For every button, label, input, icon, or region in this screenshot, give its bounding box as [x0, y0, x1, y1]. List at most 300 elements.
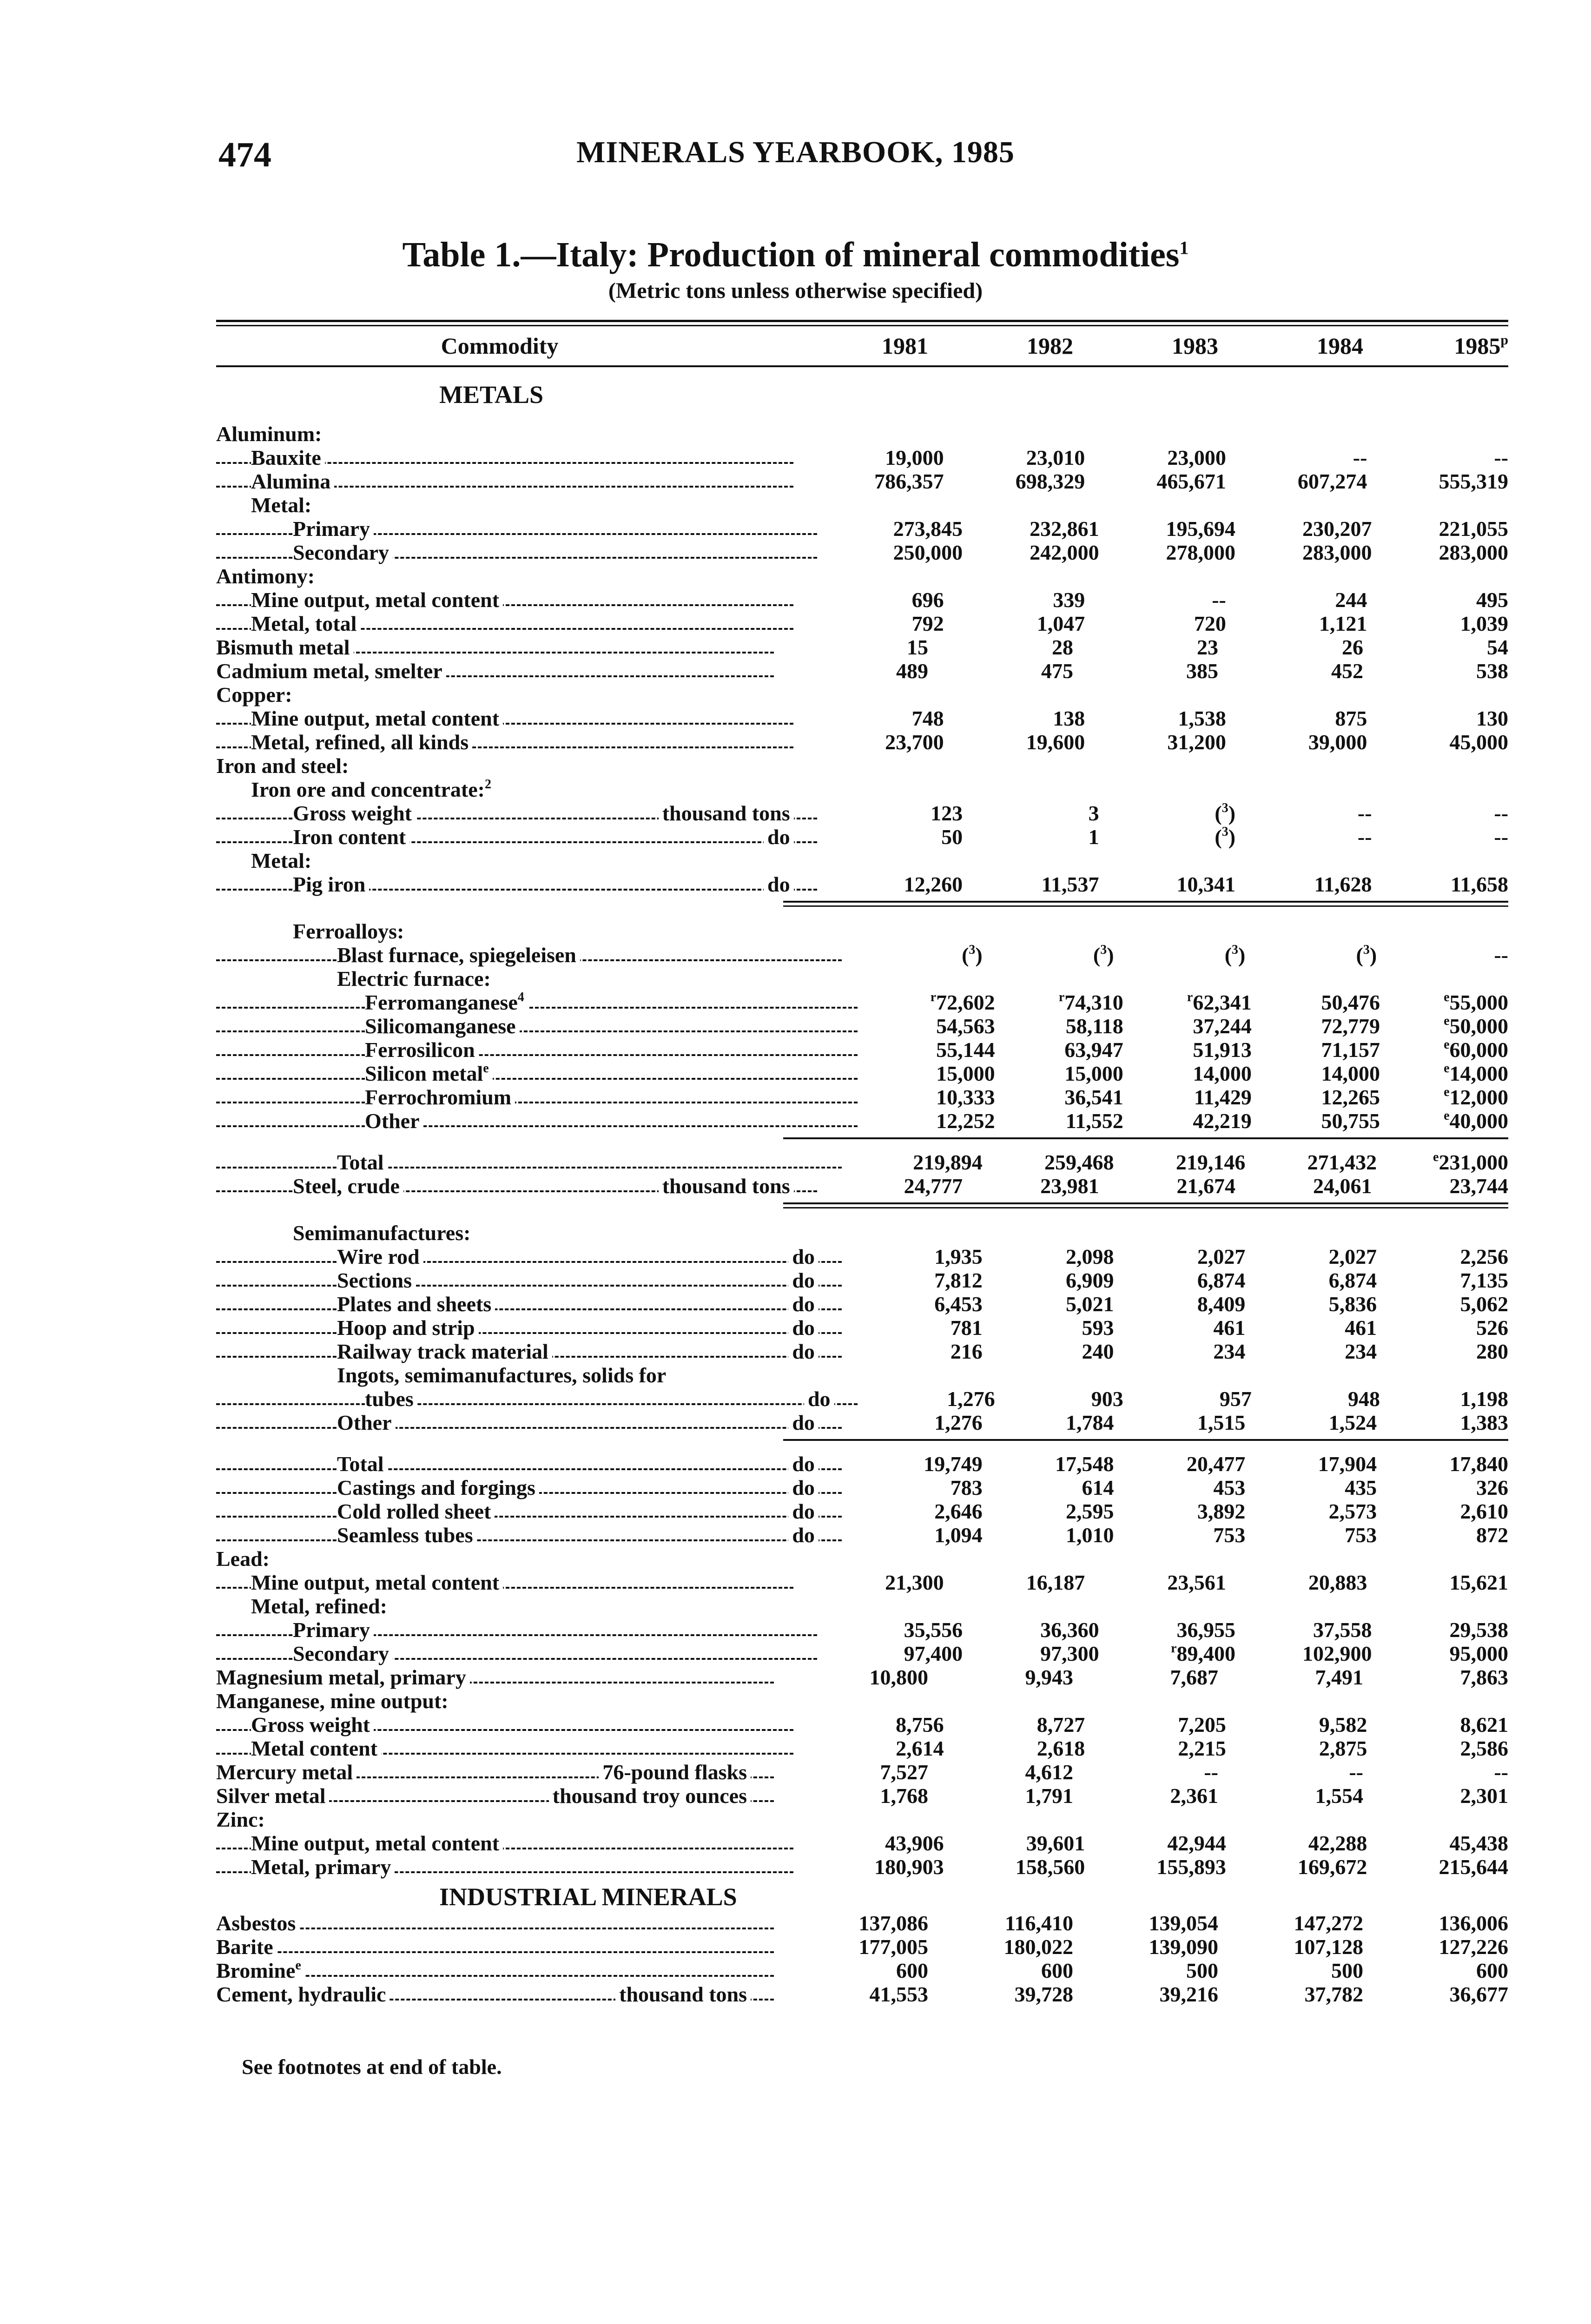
row-label-value: Steel, crude [293, 1174, 400, 1198]
cell-value [1099, 825, 1235, 849]
row-label-value: Ferrosilicon [365, 1038, 475, 1062]
row-label-text [337, 1411, 396, 1434]
row-label-text [216, 422, 325, 446]
row-label-text [293, 825, 409, 849]
row-label-text [365, 1109, 423, 1133]
row-label-text [293, 1642, 393, 1665]
cell-value: 7,812 [934, 1268, 983, 1292]
cell-value: 489 [896, 659, 928, 683]
row-label-text [293, 919, 408, 943]
row-label [216, 517, 826, 541]
cell-value: 2,215 [1178, 1736, 1226, 1760]
row-label-value: Iron content [293, 825, 406, 849]
table-row [216, 1363, 1508, 1387]
cell-value: 24,061 [1313, 1174, 1372, 1198]
cell-value: 232,861 [1030, 517, 1099, 541]
commodity-header: Commodity [441, 333, 559, 359]
row-label-text [293, 1618, 374, 1642]
row-label-value: Barite [216, 1935, 273, 1959]
year-header-1981: 1981 [882, 333, 928, 359]
row-label-value: Sections [337, 1268, 412, 1292]
cell-value: 136,006 [1439, 1911, 1508, 1935]
cell-value: 28 [1052, 635, 1073, 659]
cell-value: 36,955 [1176, 1618, 1236, 1642]
row-label-note: e [483, 1062, 489, 1076]
table-row [216, 1014, 1508, 1038]
table-row [216, 919, 1508, 943]
row-label [216, 659, 783, 683]
table-row [216, 1642, 1508, 1665]
cell-value: 1,515 [1197, 1411, 1246, 1434]
cell-value: 16,187 [1026, 1571, 1085, 1594]
cell-value: 137,086 [858, 1911, 928, 1935]
table-row [216, 1808, 1508, 1831]
row-label-text [365, 990, 528, 1014]
table-row [216, 1316, 1508, 1340]
table-row [216, 612, 1508, 635]
cell-value: -- [1212, 588, 1226, 612]
cell-value: 1,094 [934, 1523, 983, 1547]
cell-value [1380, 1062, 1508, 1085]
cell-value [1123, 990, 1252, 1014]
row-label-value: Silver metal [216, 1784, 326, 1808]
row-label-value: Zinc: [216, 1808, 265, 1831]
cell-value: 19,000 [885, 446, 944, 469]
cell-value: 500 [1186, 1959, 1218, 1982]
year-header-1982: 1982 [1027, 333, 1073, 359]
row-label [216, 1085, 867, 1109]
cell-value: 2,573 [1328, 1499, 1377, 1523]
cell-flag: e [1433, 1150, 1439, 1164]
cell-value: 219,894 [913, 1150, 983, 1174]
row-label-value: Iron and steel: [216, 754, 349, 778]
cell-value: -- [1357, 801, 1372, 825]
section-industrial-minerals [216, 1879, 1508, 1911]
row-label-value: Mine output, metal content [251, 588, 500, 612]
year-header-1983: 1983 [1172, 333, 1218, 359]
table-row [216, 1571, 1508, 1594]
cell-flag: e [1444, 1109, 1450, 1123]
cell-value: -- [1353, 446, 1367, 469]
table-row [216, 1062, 1508, 1085]
row-label [216, 1316, 851, 1340]
row-unit: do [788, 1476, 819, 1499]
table-header-row [216, 326, 1508, 365]
cell-value: 1,383 [1460, 1411, 1508, 1434]
row-label [216, 1268, 851, 1292]
cell-value: 138 [1053, 706, 1085, 730]
row-label-value: Aluminum: [216, 422, 322, 446]
row-label [216, 1855, 803, 1879]
cell-value: 2,586 [1460, 1736, 1508, 1760]
year-header-1985 [1363, 332, 1508, 359]
cell-value: 71,157 [1321, 1038, 1380, 1062]
page-header [0, 135, 1591, 186]
cell-number: 40,000 [1449, 1109, 1509, 1133]
row-label-text [337, 1150, 388, 1174]
section-metals [216, 367, 1508, 409]
row-label-text [293, 801, 416, 825]
cell-value: 1,276 [947, 1387, 995, 1411]
table-row [216, 588, 1508, 612]
cell-value: 95,000 [1449, 1642, 1509, 1665]
row-label [216, 1982, 783, 2006]
table-row [216, 541, 1508, 564]
row-label-text [337, 1476, 539, 1499]
row-label [216, 730, 803, 754]
row-label-text [337, 1292, 495, 1316]
row-unit: thousand tons [659, 1174, 794, 1198]
cell-value: 2,610 [1460, 1499, 1508, 1523]
table-row [216, 1760, 1508, 1784]
row-label-value: Mercury metal [216, 1760, 353, 1784]
row-label [216, 1150, 851, 1174]
row-label-text [216, 1689, 452, 1713]
row-label-text [251, 849, 315, 872]
table-row [216, 683, 1508, 706]
row-label-value: Secondary [293, 541, 389, 564]
cell-value: 177,005 [858, 1935, 928, 1959]
table-row [216, 778, 1508, 801]
row-label [216, 1571, 803, 1594]
row-unit: do [788, 1340, 819, 1363]
cell-value: -- [1494, 943, 1508, 967]
row-label-text [251, 469, 334, 493]
cell-value: 23,561 [1167, 1571, 1226, 1594]
cell-value: -- [1204, 1760, 1218, 1784]
cell-flag: e [1444, 990, 1450, 1004]
table-row [216, 1109, 1508, 1133]
cell-value: 45,000 [1449, 730, 1508, 754]
row-label [216, 1911, 783, 1935]
cell-value: 2,646 [934, 1499, 983, 1523]
cell-value: 753 [1213, 1523, 1246, 1547]
row-label-text [365, 1062, 493, 1085]
cell-value: 139,090 [1149, 1935, 1218, 1959]
cell-value: 195,694 [1166, 517, 1236, 541]
row-label-value: Total [337, 1150, 384, 1174]
row-label-text [251, 1736, 381, 1760]
cell-value: 36,360 [1040, 1618, 1099, 1642]
cell-value: 1,768 [880, 1784, 928, 1808]
row-label-note: e [295, 1959, 301, 1973]
cell-value: 97,300 [1040, 1642, 1099, 1665]
row-label-text [216, 1959, 305, 1982]
cell-value: 2,614 [896, 1736, 944, 1760]
table-row [216, 1736, 1508, 1760]
row-gap [216, 1137, 1508, 1150]
cell-value: 872 [1476, 1523, 1508, 1547]
row-unit: do [764, 825, 794, 849]
row-label-value: Manganese, mine output: [216, 1689, 449, 1713]
row-label [216, 1760, 783, 1784]
row-label-value: Blast furnace, spiegeleisen [337, 943, 576, 967]
cell-value: 10,800 [869, 1665, 928, 1689]
table-row [216, 1618, 1508, 1642]
cell-value: 41,553 [869, 1982, 928, 2006]
row-label-value: Gross weight [293, 801, 412, 825]
row-label-text [216, 1935, 277, 1959]
table-row [216, 825, 1508, 849]
row-unit: do [764, 872, 794, 896]
row-label [216, 1665, 783, 1689]
cell-value: 600 [1476, 1959, 1508, 1982]
cell-value: 1,039 [1460, 612, 1508, 635]
table-row [216, 730, 1508, 754]
row-label [216, 564, 783, 588]
cell-value: 283,000 [1439, 541, 1509, 564]
row-label-value: Mine output, metal content [251, 1831, 500, 1855]
cell-value: 9,943 [1025, 1665, 1073, 1689]
row-label-text [216, 1665, 470, 1689]
cell-value: 1,198 [1460, 1387, 1509, 1411]
table-row [216, 635, 1508, 659]
cell-value: 4,612 [1025, 1760, 1073, 1784]
row-label-text [337, 1523, 477, 1547]
cell-value [995, 990, 1123, 1014]
row-label [216, 801, 826, 825]
row-label-text [216, 1784, 329, 1808]
cell-value: 37,244 [1193, 1014, 1252, 1038]
cell-number: 60,000 [1449, 1038, 1509, 1062]
cell-value: 9,582 [1319, 1713, 1367, 1736]
row-label-note: 2 [484, 778, 491, 792]
cell-value: 36,677 [1449, 1982, 1508, 2006]
table-row [216, 754, 1508, 778]
row-label [216, 469, 803, 493]
cell-value: 50,755 [1321, 1109, 1380, 1133]
cell-value: -- [1494, 801, 1509, 825]
cell-number: 72,602 [936, 990, 995, 1014]
row-unit: do [788, 1316, 819, 1340]
table-title-text: Table 1.—Italy: Production of mineral commodities [402, 235, 1180, 274]
cell-value: 8,621 [1460, 1713, 1508, 1736]
cell-value: 102,900 [1302, 1642, 1372, 1665]
row-label-text [293, 517, 374, 541]
row-label-text [216, 1808, 269, 1831]
cell-value: 948 [1347, 1387, 1380, 1411]
cell-value: 20,883 [1308, 1571, 1367, 1594]
row-label [216, 1411, 851, 1434]
row-label-text [216, 1911, 299, 1935]
table-row [216, 659, 1508, 683]
row-label-text [251, 1571, 503, 1594]
cell-number: 55,000 [1449, 990, 1509, 1014]
cell-value: 3 [1088, 801, 1099, 825]
running-head: MINERALS YEARBOOK, 1985 [576, 135, 1015, 169]
cell-value: 465,671 [1156, 469, 1226, 493]
cell-footnote-ref: ($^3$) [962, 943, 983, 967]
cell-value: 11,537 [1041, 872, 1099, 896]
cell-value: 3,892 [1197, 1499, 1246, 1523]
cell-number: 12,000 [1449, 1085, 1509, 1109]
cell-value: 875 [1335, 706, 1367, 730]
cell-value: 280 [1476, 1340, 1508, 1363]
cell-value: 221,055 [1439, 517, 1509, 541]
section-industrial-label: INDUSTRIAL MINERALS [439, 1883, 737, 1911]
row-label-text [337, 1245, 423, 1268]
cell-value: 51,913 [1193, 1038, 1252, 1062]
cell-value: 11,628 [1314, 872, 1372, 896]
cell-value: 23,000 [1167, 446, 1226, 469]
row-label [216, 1935, 783, 1959]
table-row [216, 1523, 1508, 1547]
cell-value [1380, 1109, 1508, 1133]
row-label [216, 825, 826, 849]
row-label-text [251, 446, 325, 469]
cell-value: 461 [1213, 1316, 1246, 1340]
row-label [216, 849, 803, 872]
cell-value: 242,000 [1030, 541, 1099, 564]
cell-number: 231,000 [1439, 1150, 1508, 1174]
cell-value: 31,200 [1167, 730, 1226, 754]
cell-value: 15,000 [1064, 1062, 1123, 1085]
cell-value: 698,329 [1015, 469, 1085, 493]
cell-value: 2,027 [1328, 1245, 1377, 1268]
cell-value [1245, 943, 1377, 967]
rule-line [783, 901, 1508, 907]
year-header-1984: 1984 [1317, 333, 1363, 359]
cell-value: 339 [1053, 588, 1085, 612]
row-label-value: Secondary [293, 1642, 389, 1665]
row-label-text [293, 1174, 403, 1198]
row-label-note: 4 [517, 990, 524, 1004]
cell-number: 74,310 [1064, 990, 1123, 1014]
cell-flag: r [1171, 1641, 1177, 1656]
cell-value: 2,875 [1319, 1736, 1367, 1760]
row-unit: do [788, 1268, 819, 1292]
cell-value: 17,904 [1318, 1452, 1377, 1476]
row-label-value: Asbestos [216, 1911, 296, 1935]
cell-value: 17,840 [1449, 1452, 1508, 1476]
row-label [216, 1808, 783, 1831]
row-unit: thousand troy ounces [549, 1784, 751, 1808]
row-label-value: Total [337, 1452, 384, 1476]
cell-value: 158,560 [1015, 1855, 1085, 1879]
table-body [216, 422, 1508, 2006]
row-label-text [251, 1713, 374, 1736]
row-unit: do [788, 1452, 819, 1476]
cell-value [1380, 1014, 1508, 1038]
table-row [216, 1689, 1508, 1713]
row-label-text [216, 1982, 389, 2006]
row-label-text [337, 1363, 670, 1387]
table-top-rule [216, 320, 1508, 326]
cell-value: 607,274 [1297, 469, 1367, 493]
row-label [216, 422, 783, 446]
row-unit: do [788, 1292, 819, 1316]
table-row [216, 517, 1508, 541]
table-title-note: 1 [1179, 237, 1189, 258]
cell-value: 15,621 [1449, 1571, 1508, 1594]
cell-value: 6,453 [934, 1292, 983, 1316]
cell-value: 20,477 [1186, 1452, 1246, 1476]
row-label-text [216, 635, 354, 659]
row-label [216, 1784, 783, 1808]
cell-value: 12,265 [1321, 1085, 1380, 1109]
cell-value: 495 [1476, 588, 1508, 612]
cell-footnote-ref: ($^3$) [1093, 943, 1114, 967]
row-label-value: Ingots, semimanufactures, solids for [337, 1363, 667, 1387]
cell-value: 43,906 [885, 1831, 944, 1855]
cell-value: 55,144 [936, 1038, 995, 1062]
cell-number: 89,400 [1176, 1642, 1236, 1665]
cell-value: 273,845 [893, 517, 963, 541]
cell-value: 21,300 [885, 1571, 944, 1594]
cell-value: 2,027 [1197, 1245, 1246, 1268]
cell-value: 593 [1082, 1316, 1114, 1340]
table-row [216, 1221, 1508, 1245]
cell-number: 50,000 [1449, 1014, 1509, 1038]
cell-number: 14,000 [1449, 1062, 1509, 1085]
row-label [216, 493, 803, 517]
cell-value: 453 [1213, 1476, 1246, 1499]
row-label-value: Copper: [216, 683, 292, 706]
cell-value: 792 [911, 612, 944, 635]
row-label-text [251, 706, 503, 730]
cell-value: 23,744 [1449, 1174, 1509, 1198]
cell-value [1377, 1150, 1508, 1174]
row-unit: do [788, 1499, 819, 1523]
cell-value: 259,468 [1044, 1150, 1114, 1174]
cell-value: 42,288 [1308, 1831, 1367, 1855]
cell-value: 1 [1088, 825, 1099, 849]
cell-value: 1,791 [1025, 1784, 1073, 1808]
cell-value: 2,595 [1066, 1499, 1114, 1523]
cell-value: 216 [950, 1340, 983, 1363]
row-label-text [365, 1038, 479, 1062]
production-table [216, 320, 1508, 2006]
row-unit: 76-pound flasks [599, 1760, 751, 1784]
row-label [216, 1221, 826, 1245]
table-subtitle: (Metric tons unless otherwise specified) [608, 278, 983, 303]
row-unit: thousand tons [615, 1982, 751, 2006]
cell-value: 2,098 [1066, 1245, 1114, 1268]
cell-value: 42,219 [1193, 1109, 1252, 1133]
row-label-text [365, 1387, 417, 1411]
row-label-value: Ferroalloys: [293, 919, 404, 943]
cell-value: 10,341 [1176, 872, 1236, 896]
cell-value: 155,893 [1156, 1855, 1226, 1879]
cell-value: 435 [1345, 1476, 1377, 1499]
cell-value: 169,672 [1297, 1855, 1367, 1879]
cell-value: -- [1494, 825, 1509, 849]
row-label-value: Pig iron [293, 872, 366, 896]
cell-value: 107,128 [1294, 1935, 1363, 1959]
cell-value: 1,935 [934, 1245, 983, 1268]
row-label-text [365, 1014, 520, 1038]
cell-value [1099, 1642, 1235, 1665]
cell-value: 6,874 [1197, 1268, 1246, 1292]
footnote: See footnotes at end of table. [242, 2055, 502, 2079]
row-label [216, 1245, 851, 1268]
table-row [216, 1713, 1508, 1736]
row-label [216, 1831, 803, 1855]
cell-value: 17,548 [1055, 1452, 1114, 1476]
row-label-value: Mine output, metal content [251, 706, 500, 730]
table-row [216, 1268, 1508, 1292]
row-label-value: Plates and sheets [337, 1292, 492, 1316]
cell-value: 42,944 [1167, 1831, 1226, 1855]
row-label-text [293, 872, 369, 896]
row-label [216, 1959, 783, 1982]
cell-value: 1,010 [1066, 1523, 1114, 1547]
cell-value: 6,874 [1328, 1268, 1377, 1292]
cell-footnote-ref: ($^3$) [1224, 943, 1246, 967]
row-label-value: Metal: [251, 849, 312, 872]
table-row [216, 493, 1508, 517]
table-row [216, 1784, 1508, 1808]
